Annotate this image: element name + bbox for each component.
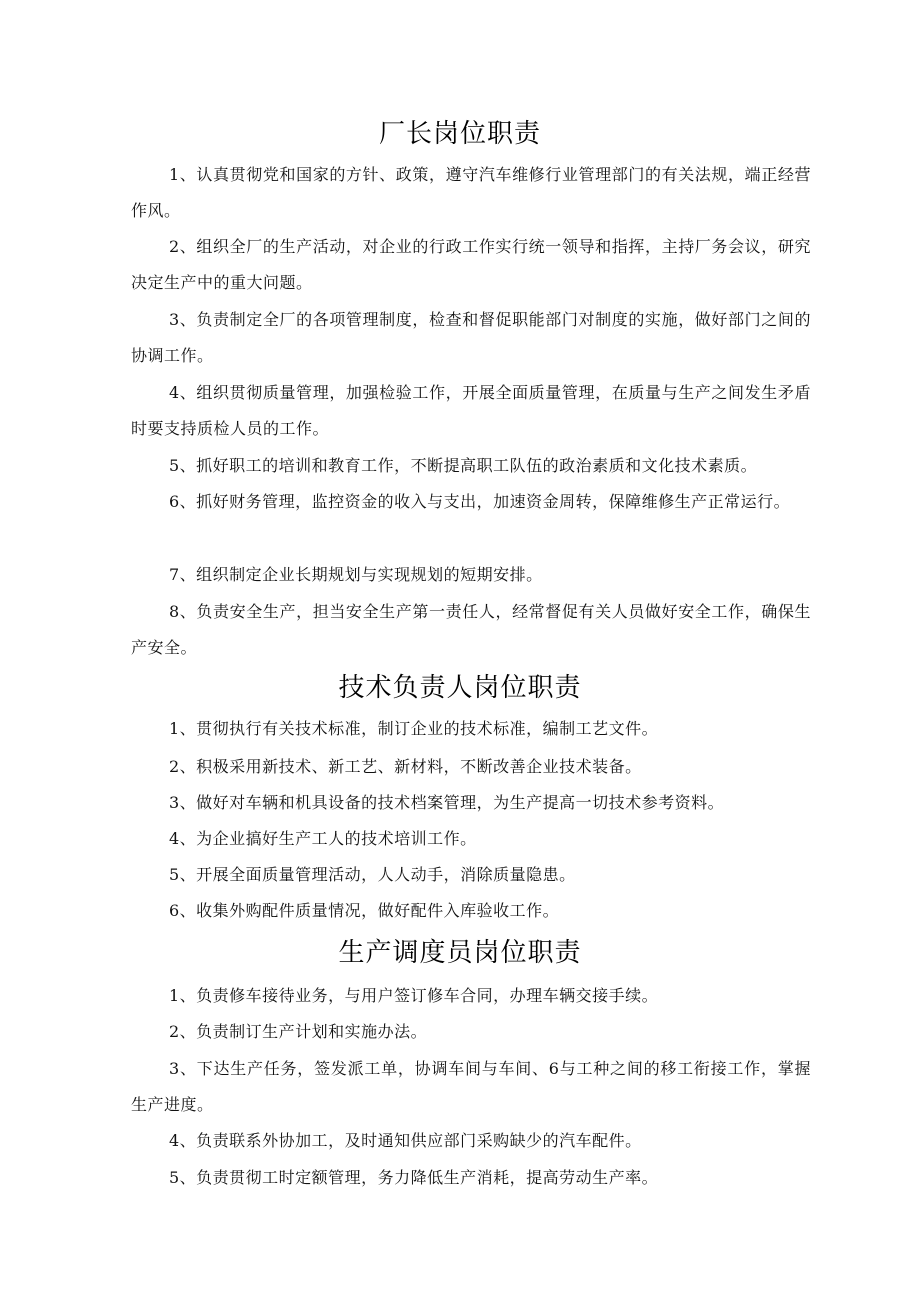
list-item: 5、抓好职工的培训和教育工作，不断提高职工队伍的政治素质和文化技术素质。 xyxy=(169,456,758,475)
list-item: 6、收集外购配件质量情况，做好配件入库验收工作。 xyxy=(169,901,560,920)
list-item: 5、负责贯彻工时定额管理，务力降低生产消耗，提高劳动生产率。 xyxy=(169,1168,659,1187)
list-item: 7、组织制定企业长期规划与实现规划的短期安排。 xyxy=(169,565,543,584)
list-item: 2、组织全厂的生产活动，对企业的行政工作实行统一领导和指挥，主持厂务会议，研究决定生产中的重大问题。 xyxy=(131,237,811,292)
list-item: 4、组织贯彻质量管理，加强检验工作，开展全面质量管理，在质量与生产之间发生矛盾时要支持质检人员的工作。 xyxy=(131,383,811,438)
section-title-factory-director: 厂长岗位职责 xyxy=(378,119,541,149)
list-item: 1、认真贯彻党和国家的方针、政策，遵守汽车维修行业管理部门的有关法规，端正经营作风。 xyxy=(131,165,811,220)
list-item: 8、负责安全生产，担当安全生产第一责任人，经常督促有关人员做好安全工作，确保生产安全。 xyxy=(131,602,811,657)
section-title-technical-lead: 技术负责人岗位职责 xyxy=(338,673,582,703)
list-item: 3、做好对车辆和机具设备的技术档案管理，为生产提高一切技术参考资料。 xyxy=(169,793,725,812)
list-item: 1、贯彻执行有关技术标准，制订企业的技术标准，编制工艺文件。 xyxy=(169,719,659,738)
list-item: 5、开展全面质量管理活动，人人动手，消除质量隐患。 xyxy=(169,865,576,884)
list-item: 4、为企业搞好生产工人的技术培训工作。 xyxy=(169,829,477,848)
list-item: 2、积极采用新技术、新工艺、新材料，不断改善企业技术装备。 xyxy=(169,757,642,776)
list-item: 1、负责修车接待业务，与用户签订修车合同，办理车辆交接手续。 xyxy=(169,986,659,1005)
section-title-production-dispatcher: 生产调度员岗位职责 xyxy=(338,938,582,968)
list-item: 3、负责制定全厂的各项管理制度，检查和督促职能部门对制度的实施，做好部门之间的协调工作。 xyxy=(131,310,811,365)
list-item: 6、抓好财务管理，监控资金的收入与支出，加速资金周转，保障维修生产正常运行。 xyxy=(169,492,791,511)
list-item: 3、下达生产任务，签发派工单，协调车间与车间、6与工种之间的移工衔接工作，掌握生产进度。 xyxy=(131,1059,811,1114)
list-item: 2、负责制订生产计划和实施办法。 xyxy=(169,1022,428,1041)
list-item: 4、负责联系外协加工，及时通知供应部门采购缺少的汽车配件。 xyxy=(169,1131,642,1150)
